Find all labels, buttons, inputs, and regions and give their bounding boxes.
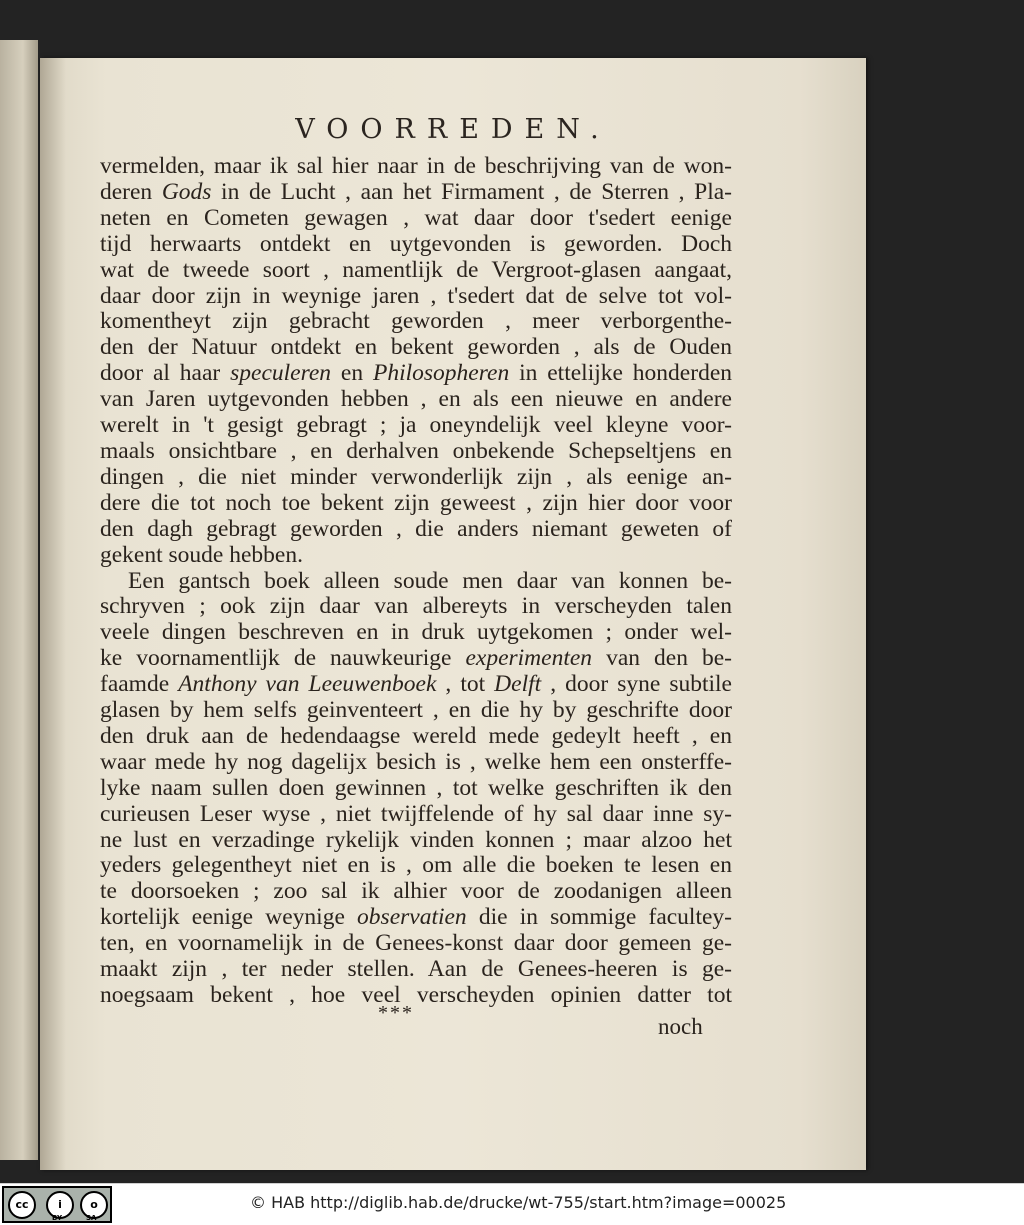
by-attribution-icon: i [46,1191,74,1219]
signature-mark: *** [378,1002,414,1024]
text-line: dere die tot noch toe bekent zijn geweest , zijn hier door voor [100,490,732,516]
text-line: neten en Cometen gewagen , wat daar door t'sedert eenige [100,205,732,231]
catchword: noch [658,1014,703,1039]
text-line: yeders gelegentheyt niet en is , om alle die boeken te lesen en [100,853,732,879]
text-line: faamde Anthony van Leeuwenboek , tot Delft , door syne subtile [100,672,732,698]
left-page-edge [0,40,38,1160]
text-line: waar mede hy nog dagelijx besich is , welke hem een onsterffe- [100,749,732,775]
text-line: ne lust en verzadinge rykelijk vinden konnen ; maar alzoo het [100,827,732,853]
text-line: veele dingen beschreven en in druk uytgekomen ; onder wel- [100,620,732,646]
text-line: tijd herwaarts ontdekt en uytgevonden is geworden. Doch [100,231,732,257]
running-head: VOORREDEN. [295,114,611,145]
text-line: schryven ; ook zijn daar van albereyts in verscheyden talen [100,594,732,620]
footer-bar [0,1183,1024,1225]
body-text [100,154,732,1009]
text-line: den dagh gebragt geworden , die anders niemant geweten of [100,516,732,542]
footer-credit-link[interactable]: © HAB http://diglib.hab.de/drucke/wt-755/start.htm?image=00025 [250,1193,787,1212]
text-line: maals onsichtbare , en derhalven onbekende Schepseltjens en [100,438,732,464]
gutter-shadow [40,58,66,1170]
cc-license-badge[interactable] [2,1186,112,1223]
text-line: wat de tweede soort , namentlijk de Vergroot-glasen aangaat, [100,257,732,283]
text-line: te doorsoeken ; zoo sal ik alhier voor de zoodanigen alleen [100,879,732,905]
text-line: den der Natuur ontdekt en bekent geworden , als de Ouden [100,335,732,361]
text-line: vermelden, maar ik sal hier naar in de beschrijving van de won- [100,154,732,179]
text-line: daar door zijn in weynige jaren , t'sedert dat de selve tot vol- [100,283,732,309]
text-line: Een gantsch boek alleen soude men daar van konnen be- [128,568,732,594]
text-line: ten, en voornamelijk in de Genees-konst daar door gemeen ge- [100,931,732,957]
text-line: curieusen Leser wyse , niet twijffelende of hy sal daar inne sy- [100,801,732,827]
text-line: van Jaren uytgevonden hebben , en als een nieuwe en andere [100,387,732,413]
text-line: noegsaam bekent , hoe veel verscheyden opinien datter tot [100,983,732,1008]
text-line: door al haar speculeren en Philosopheren in ettelijke honderden [100,361,732,387]
text-line: kortelijk eenige weynige observatien die in sommige facultey- [100,905,732,931]
text-line: komentheyt zijn gebracht geworden , meer verborgenthe- [100,309,732,335]
text-line: ke voornamentlijk de nauwkeurige experimenten van den be- [100,646,732,672]
text-line: deren Gods in de Lucht , aan het Firmament , de Sterren , Pla- [100,179,732,205]
sa-caption: SA [86,1214,97,1222]
by-caption: BY [52,1214,63,1222]
text-line: glasen by hem selfs geinventeert , en die hy by geschrifte door [100,698,732,724]
text-line: gekent soude hebben. [100,542,303,568]
text-line: lyke naam sullen doen gewinnen , tot welke geschriften ik den [100,775,732,801]
text-line: dingen , die niet minder verwonderlijk zijn , als eenige an- [100,464,732,490]
share-alike-icon: o [80,1191,108,1219]
cc-icon: cc [8,1191,36,1219]
book-page [40,58,866,1170]
text-line: den druk aan de hedendaagse wereld mede gedeylt heeft , en [100,723,732,749]
text-line: werelt in 't gesigt gebragt ; ja oneyndelijk veel kleyne voor- [100,413,732,439]
text-line: maakt zijn , ter neder stellen. Aan de Genees-heeren is ge- [100,957,732,983]
